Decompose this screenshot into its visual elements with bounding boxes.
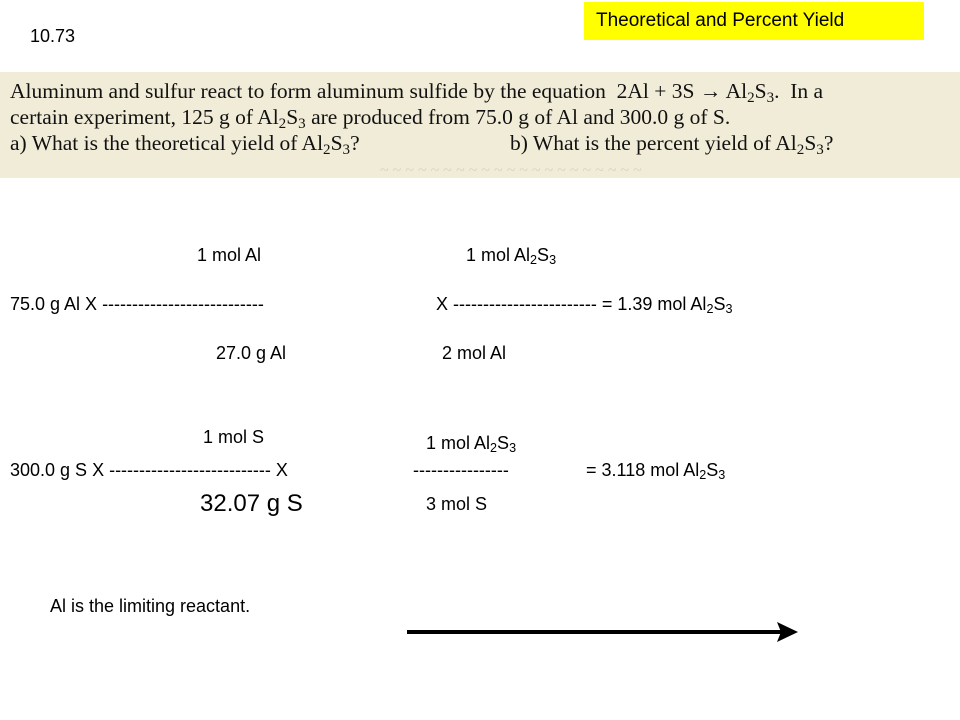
s-denominator-1: 32.07 g S: [200, 490, 303, 517]
s-denominator-2: 3 mol S: [426, 494, 488, 514]
al-calc-line-result: X ------------------------ = 1.39 mol $Al_2S_3$: [436, 294, 733, 317]
al-denominator-2: 2 mol Al: [442, 343, 507, 363]
right-arrow-icon: [405, 617, 800, 647]
s-calc-fraction-bar: ----------------: [413, 460, 509, 480]
s-numerator-2: 1 mol $Al_2S_3$: [426, 433, 517, 456]
problem-line-2: certain experiment, 125 g of $Al_2S_3$ are produced from 75.0 g of Al and 300.0 g of S.: [10, 105, 731, 132]
problem-questions: [10, 130, 952, 156]
al-numerator-1: 1 mol Al: [197, 245, 262, 265]
s-calc-result: = 3.118 mol $Al_2S_3$: [586, 460, 726, 483]
s-numerator-1: 1 mol S: [203, 427, 265, 447]
slide-title-text: Theoretical and Percent Yield: [596, 10, 845, 31]
al-numerator-2: 1 mol $Al_2S_3$: [466, 245, 557, 268]
s-calc-line-start: 300.0 g S X --------------------------- X: [10, 460, 288, 480]
scan-bleed-through: ~ ~ ~ ~ ~ ~ ~ ~ ~ ~ ~ ~ ~ ~ ~ ~ ~ ~ ~ ~ ~: [380, 162, 642, 179]
question-a: a) What is the theoretical yield of $Al_2S_3$?: [10, 131, 360, 158]
problem-number: 10.73: [30, 26, 76, 46]
scanned-problem: [0, 72, 960, 178]
slide-title: [584, 2, 924, 40]
question-b: b) What is the percent yield of $Al_2S_3$?: [510, 131, 834, 158]
problem-line-1: Aluminum and sulfur react to form aluminum sulfide by the equation $2Al + 3S \to Al_2S_3$. In a: [10, 79, 824, 106]
al-calc-line-start: 75.0 g Al X ---------------------------: [10, 294, 264, 314]
limiting-reactant-statement: Al is the limiting reactant.: [50, 596, 251, 616]
al-denominator-1: 27.0 g Al: [216, 343, 287, 363]
